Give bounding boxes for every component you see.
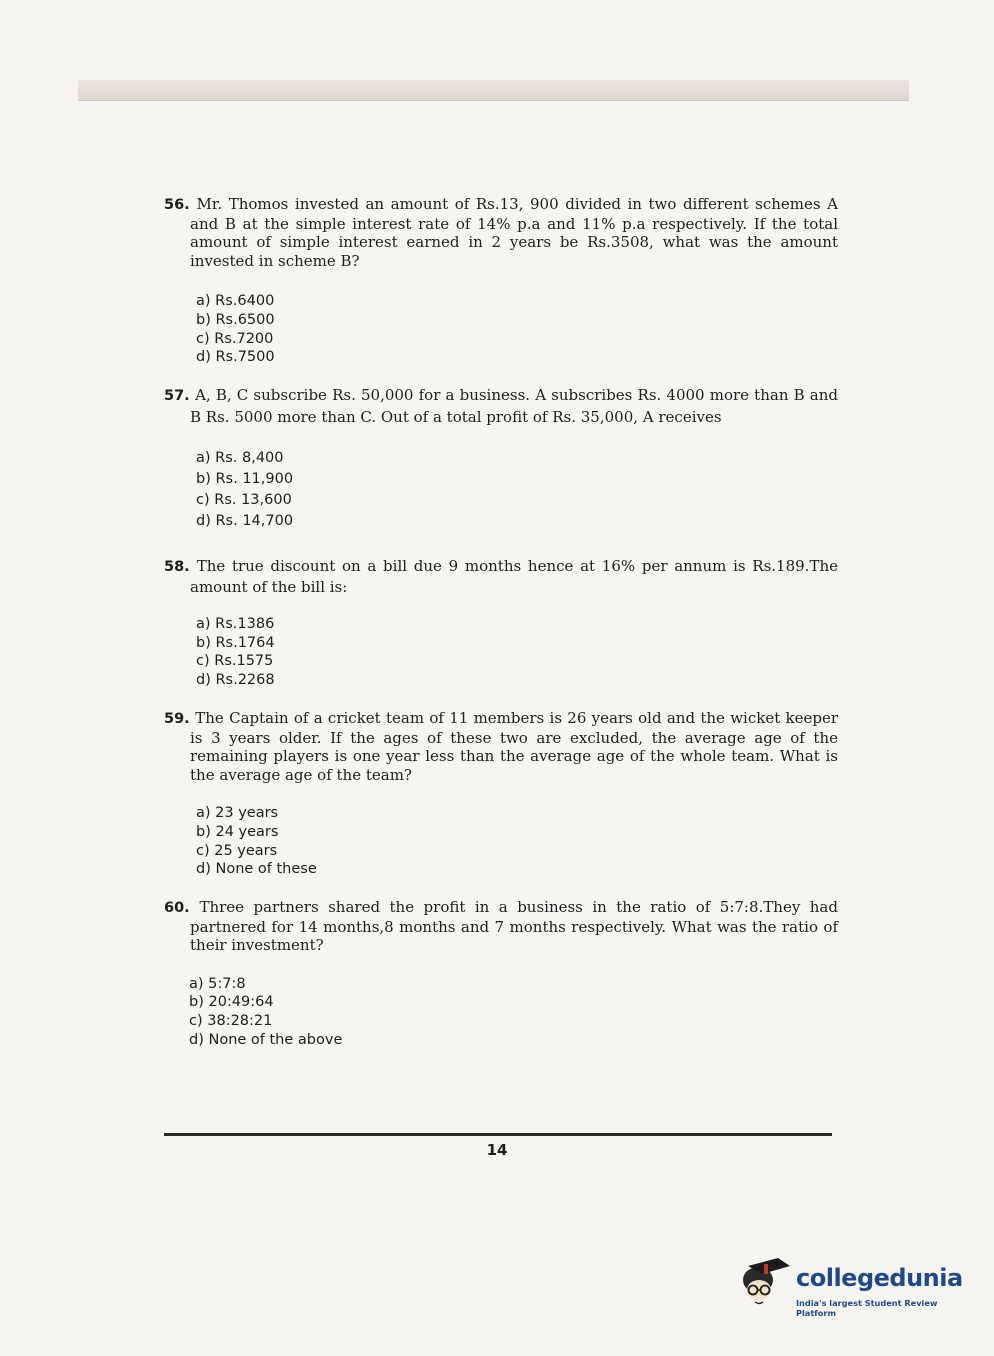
option-b: b) Rs. 11,900 xyxy=(196,471,294,487)
option-c: c) Rs. 13,600 xyxy=(196,492,292,508)
question-number: 60. xyxy=(164,900,200,916)
question-59 xyxy=(164,709,838,879)
option-a: a) 5:7:8 xyxy=(189,975,246,992)
option-b: b) 24 years xyxy=(196,823,279,840)
question-body: A, B, C subscribe Rs. 50,000 for a business. A subscribes Rs. 4000 more than B and B Rs. 5000 more than C. Out of a total profit of Rs. 35,000, A receives xyxy=(190,386,838,426)
option-c: c) Rs.1575 xyxy=(196,653,274,670)
option-d: d) None of the above xyxy=(189,1031,343,1048)
question-number: 58. xyxy=(164,559,197,575)
collegedunia-logo xyxy=(738,1250,968,1320)
option-a: a) Rs.6400 xyxy=(196,293,275,310)
brand-name: collegedunia xyxy=(796,1264,963,1292)
brand-tagline: India's largest Student Review Platform xyxy=(796,1298,938,1318)
option-d: d) Rs.2268 xyxy=(196,671,275,688)
options-list xyxy=(196,448,838,532)
option-b: b) 20:49:64 xyxy=(189,994,274,1011)
page-number: 14 xyxy=(486,1141,508,1159)
question-number: 59. xyxy=(164,711,196,727)
question-text xyxy=(164,195,838,270)
option-b: b) Rs.6500 xyxy=(196,311,275,328)
question-number: 57. xyxy=(164,388,196,404)
option-c: c) 38:28:21 xyxy=(189,1012,273,1029)
question-text xyxy=(164,709,838,784)
option-a: a) Rs.1386 xyxy=(196,616,275,632)
question-body: Mr. Thomos invested an amount of Rs.13, 900 divided in two different schemes A and B at the simple interest rate of 14% p.a and 11% p.a respectively. If the total amount of simple interest earned in 2 years be Rs.3508, what was the amount invested in scheme B? xyxy=(190,195,838,270)
options-list xyxy=(189,975,838,1049)
question-56 xyxy=(164,195,838,367)
question-body: Three partners shared the profit in a business in the ratio of 5:7:8.They had partnered for 14 months,8 months and 7 months respectively. What was the ratio of their investment? xyxy=(190,898,838,955)
option-a: a) Rs. 8,400 xyxy=(196,450,284,466)
option-c: c) 25 years xyxy=(196,842,278,859)
graduate-mascot-icon xyxy=(738,1250,794,1320)
option-b: b) Rs.1764 xyxy=(196,634,275,651)
options-list xyxy=(196,615,838,689)
option-d: d) None of these xyxy=(196,861,317,878)
question-text xyxy=(164,385,838,428)
option-d: d) Rs.7500 xyxy=(196,349,275,366)
footer-rule xyxy=(164,1133,832,1136)
option-d: d) Rs. 14,700 xyxy=(196,513,294,529)
question-number: 56. xyxy=(164,197,197,213)
options-list xyxy=(196,804,838,878)
question-text xyxy=(164,556,838,597)
options-list xyxy=(196,292,838,366)
option-a: a) 23 years xyxy=(196,805,279,822)
question-body: The Captain of a cricket team of 11 members is 26 years old and the wicket keeper is 3 years older. If the ages of these two are excluded, the average age of the remaining players is one year less than the average age of the whole team. What is the average age of the team? xyxy=(190,709,838,784)
scan-top-band xyxy=(78,80,909,101)
question-58 xyxy=(164,556,838,689)
question-57 xyxy=(164,385,838,532)
question-text xyxy=(164,898,838,955)
question-body: The true discount on a bill due 9 months hence at 16% per annum is Rs.189.The amount of the bill is: xyxy=(190,557,838,596)
option-c: c) Rs.7200 xyxy=(196,330,274,347)
question-60 xyxy=(164,898,838,1049)
